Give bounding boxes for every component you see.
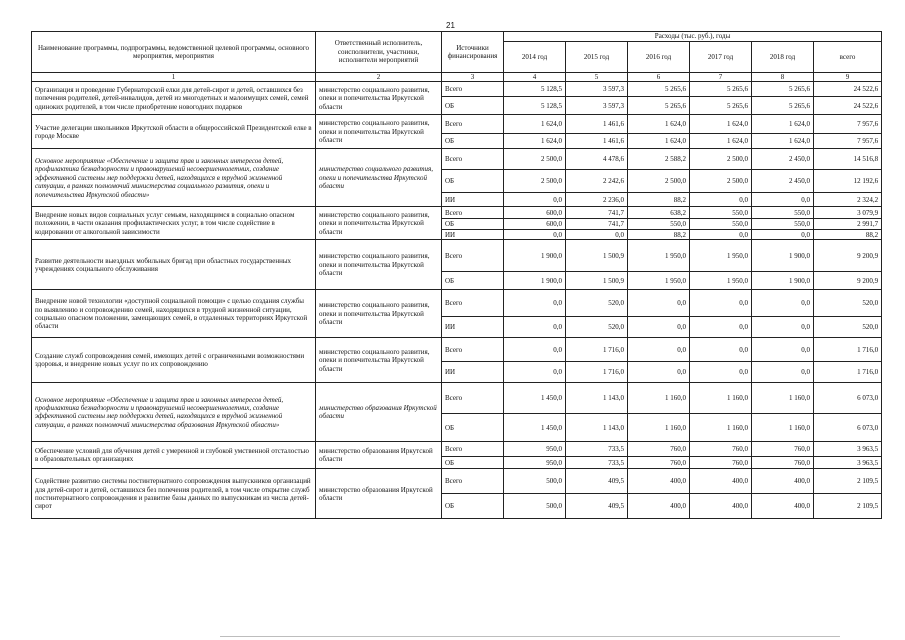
amount-year: 1 160,0 (628, 414, 690, 442)
amount-year: 2 450,0 (752, 170, 814, 193)
responsible-executor: министерство социального развития, опеки и попечительства Иркутской области (316, 290, 442, 338)
amount-year: 1 716,0 (566, 338, 628, 362)
amount-total: 6 073,0 (814, 383, 882, 414)
activity-name: Основное мероприятие «Обеспечение и защита прав и законных интересов детей, профилактика безнадзорности и правонарушений несовершеннолетних, создание эффективной системы мер поддержки детей, находящихся в трудной жизненной ситуации, в рамках полномочий министерства социального развития, опеки и попечительства Иркутской области» (32, 149, 316, 207)
table-row (32, 442, 882, 457)
amount-year: 88,2 (628, 193, 690, 207)
amount-year: 409,5 (566, 494, 628, 519)
amount-year: 5 265,6 (628, 97, 690, 115)
activity-name: Организация и проведение Губернаторской елки для детей-сирот и детей, оставшихся без попечения родителей, детей-инвалидов, детей из многодетных и малоимущих семей, семей одиноких родителей, в том числе приобретение новогодних подарков (32, 82, 316, 115)
responsible-executor: министерство образования Иркутской области (316, 469, 442, 519)
amount-year: 733,5 (566, 442, 628, 457)
activity-name: Создание служб сопровождения семей, имеющих детей с ограниченными возможностями здоровья, и внедрение новых услуг по их сопровождению (32, 338, 316, 383)
funding-source: Всего (442, 82, 504, 97)
amount-year: 638,2 (628, 207, 690, 219)
amount-year: 2 500,0 (504, 149, 566, 170)
amount-year: 0,0 (504, 193, 566, 207)
amount-year: 2 450,0 (752, 149, 814, 170)
column-number: 8 (752, 73, 814, 82)
amount-year: 1 900,0 (504, 240, 566, 272)
funding-source: ИИ (442, 193, 504, 207)
amount-year: 0,0 (628, 290, 690, 317)
amount-year: 1 900,0 (504, 272, 566, 290)
amount-year: 5 265,6 (752, 97, 814, 115)
amount-year: 1 624,0 (504, 134, 566, 149)
amount-year: 2 588,2 (628, 149, 690, 170)
responsible-executor: министерство социального развития, опеки и попечительства Иркутской области (316, 149, 442, 207)
table-row (32, 338, 882, 362)
amount-total: 2 109,5 (814, 494, 882, 519)
responsible-executor: министерство социального развития, опеки и попечительства Иркутской области (316, 207, 442, 240)
amount-year: 1 624,0 (690, 115, 752, 134)
table-row (32, 82, 882, 97)
amount-year: 4 478,6 (566, 149, 628, 170)
amount-year: 1 160,0 (690, 414, 752, 442)
funding-source: ОБ (442, 414, 504, 442)
amount-year: 2 236,0 (566, 193, 628, 207)
header-total: всего (814, 42, 882, 73)
responsible-executor: министерство образования Иркутской области (316, 442, 442, 469)
header-year: 2015 год (566, 42, 628, 73)
amount-total: 7 957,6 (814, 134, 882, 149)
amount-year: 760,0 (752, 457, 814, 469)
activity-name: Внедрение новой технологии «доступной социальной помощи» с целью создания службы по выявлению и сопровождению семей, находящихся в трудной жизненной ситуации, социально опасном положении, замещающих семей, в отдаленных территориях Иркутской области (32, 290, 316, 338)
column-number-row (32, 73, 882, 82)
amount-year: 0,0 (690, 317, 752, 338)
header-year: 2016 год (628, 42, 690, 73)
amount-year: 2 500,0 (628, 170, 690, 193)
amount-year: 5 265,6 (690, 97, 752, 115)
amount-year: 950,0 (504, 457, 566, 469)
amount-year: 5 265,6 (628, 82, 690, 97)
amount-year: 741,7 (566, 219, 628, 230)
amount-year: 600,0 (504, 219, 566, 230)
amount-year: 520,0 (566, 317, 628, 338)
amount-year: 0,0 (752, 317, 814, 338)
amount-year: 1 950,0 (690, 240, 752, 272)
funding-source: Всего (442, 240, 504, 272)
amount-year: 1 624,0 (752, 134, 814, 149)
amount-year: 2 500,0 (690, 170, 752, 193)
amount-total: 6 073,0 (814, 414, 882, 442)
amount-year: 0,0 (752, 338, 814, 362)
amount-year: 400,0 (690, 494, 752, 519)
amount-total: 520,0 (814, 317, 882, 338)
amount-year: 1 160,0 (752, 383, 814, 414)
amount-year: 760,0 (690, 457, 752, 469)
page-bottom-rule (220, 636, 840, 637)
funding-source: Всего (442, 115, 504, 134)
table-row (32, 115, 882, 134)
amount-total: 24 522,6 (814, 97, 882, 115)
amount-year: 5 265,6 (752, 82, 814, 97)
funding-source: Всего (442, 442, 504, 457)
amount-year: 1 143,0 (566, 383, 628, 414)
responsible-executor: министерство социального развития, опеки и попечительства Иркутской области (316, 82, 442, 115)
amount-year: 760,0 (690, 442, 752, 457)
responsible-executor: министерство образования Иркутской области (316, 383, 442, 442)
amount-year: 400,0 (690, 469, 752, 494)
amount-year: 0,0 (628, 362, 690, 383)
amount-year: 550,0 (752, 207, 814, 219)
amount-year: 400,0 (752, 494, 814, 519)
amount-year: 1 160,0 (752, 414, 814, 442)
amount-year: 400,0 (628, 469, 690, 494)
amount-year: 0,0 (504, 317, 566, 338)
amount-year: 0,0 (752, 230, 814, 240)
amount-year: 0,0 (628, 338, 690, 362)
amount-year: 0,0 (690, 230, 752, 240)
funding-source: ИИ (442, 230, 504, 240)
activity-name: Основное мероприятие «Обеспечение и защита прав и законных интересов детей, профилактика безнадзорности и правонарушений несовершеннолетних, создание эффективной системы мер поддержки детей, находящихся в трудной жизненной ситуации, в рамках полномочий министерства образования Иркутской области» (32, 383, 316, 442)
amount-year: 760,0 (752, 442, 814, 457)
activity-name: Развитие деятельности выездных мобильных бригад при областных государственных учреждениях социального обслуживания (32, 240, 316, 290)
header-name: Наименование программы, подпрограммы, ведомственной целевой программы, основного мероприятия, мероприятия (32, 32, 316, 73)
amount-year: 0,0 (690, 362, 752, 383)
amount-year: 0,0 (628, 317, 690, 338)
amount-year: 760,0 (628, 457, 690, 469)
amount-year: 5 128,5 (504, 82, 566, 97)
funding-source: ИИ (442, 362, 504, 383)
amount-year: 2 500,0 (504, 170, 566, 193)
amount-year: 741,7 (566, 207, 628, 219)
amount-year: 1 624,0 (752, 115, 814, 134)
amount-year: 1 500,9 (566, 272, 628, 290)
activity-name: Внедрение новых видов социальных услуг семьям, находящимся в социально опасном положении, в части оказания профилактических услуг, в том числе содействие в кодировании от алкогольной зависимости (32, 207, 316, 240)
amount-year: 3 597,3 (566, 97, 628, 115)
amount-year: 1 900,0 (752, 272, 814, 290)
amount-total: 2 991,7 (814, 219, 882, 230)
column-number: 2 (316, 73, 442, 82)
amount-total: 3 963,5 (814, 457, 882, 469)
amount-year: 400,0 (752, 469, 814, 494)
funding-source: ОБ (442, 219, 504, 230)
funding-source: Всего (442, 290, 504, 317)
page-number: 21 (446, 21, 455, 30)
amount-total: 1 716,0 (814, 338, 882, 362)
amount-year: 0,0 (504, 290, 566, 317)
table-row (32, 290, 882, 317)
amount-year: 88,2 (628, 230, 690, 240)
amount-year: 1 624,0 (690, 134, 752, 149)
funding-source: ОБ (442, 97, 504, 115)
amount-year: 760,0 (628, 442, 690, 457)
amount-year: 550,0 (690, 219, 752, 230)
funding-source: ОБ (442, 494, 504, 519)
amount-year: 2 500,0 (690, 149, 752, 170)
amount-year: 400,0 (628, 494, 690, 519)
amount-year: 3 597,3 (566, 82, 628, 97)
amount-year: 0,0 (566, 230, 628, 240)
amount-year: 0,0 (752, 362, 814, 383)
amount-total: 9 200,9 (814, 240, 882, 272)
funding-source: Всего (442, 469, 504, 494)
amount-total: 2 324,2 (814, 193, 882, 207)
amount-year: 0,0 (690, 193, 752, 207)
amount-year: 550,0 (752, 219, 814, 230)
amount-total: 520,0 (814, 290, 882, 317)
funding-source: ОБ (442, 272, 504, 290)
amount-year: 0,0 (504, 230, 566, 240)
amount-year: 1 143,0 (566, 414, 628, 442)
amount-year: 0,0 (504, 362, 566, 383)
amount-year: 0,0 (504, 338, 566, 362)
amount-year: 0,0 (752, 193, 814, 207)
table-row (32, 240, 882, 272)
budget-table (31, 31, 882, 519)
column-number: 5 (566, 73, 628, 82)
amount-year: 2 242,6 (566, 170, 628, 193)
amount-total: 7 957,6 (814, 115, 882, 134)
amount-year: 550,0 (628, 219, 690, 230)
amount-year: 5 265,6 (690, 82, 752, 97)
header-source: Источники финансирования (442, 32, 504, 73)
amount-year: 1 500,9 (566, 240, 628, 272)
amount-year: 0,0 (690, 338, 752, 362)
amount-year: 1 160,0 (628, 383, 690, 414)
responsible-executor: министерство социального развития, опеки и попечительства Иркутской области (316, 338, 442, 383)
funding-source: ОБ (442, 170, 504, 193)
header-executor: Ответственный исполнитель, соисполнители, участники, исполнители мероприятий (316, 32, 442, 73)
funding-source: ИИ (442, 317, 504, 338)
amount-year: 1 716,0 (566, 362, 628, 383)
column-number: 7 (690, 73, 752, 82)
table-row-main-activity (32, 383, 882, 414)
amount-year: 1 624,0 (628, 115, 690, 134)
table-body (32, 82, 882, 519)
funding-source: ОБ (442, 134, 504, 149)
amount-total: 2 109,5 (814, 469, 882, 494)
funding-source: Всего (442, 383, 504, 414)
amount-year: 1 950,0 (628, 272, 690, 290)
column-number: 4 (504, 73, 566, 82)
amount-year: 1 461,6 (566, 134, 628, 149)
responsible-executor: министерство социального развития, опеки и попечительства Иркутской области (316, 240, 442, 290)
amount-year: 5 128,5 (504, 97, 566, 115)
funding-source: Всего (442, 338, 504, 362)
table-row (32, 469, 882, 494)
amount-year: 950,0 (504, 442, 566, 457)
amount-year: 1 160,0 (690, 383, 752, 414)
table-row (32, 207, 882, 219)
amount-total: 3 963,5 (814, 442, 882, 457)
header-expenses: Расходы (тыс. руб.), годы (504, 32, 882, 42)
funding-source: ОБ (442, 457, 504, 469)
amount-year: 1 450,0 (504, 383, 566, 414)
column-number: 9 (814, 73, 882, 82)
amount-year: 1 461,6 (566, 115, 628, 134)
amount-year: 1 624,0 (504, 115, 566, 134)
funding-source: Всего (442, 207, 504, 219)
amount-total: 3 079,9 (814, 207, 882, 219)
column-number: 3 (442, 73, 504, 82)
amount-year: 1 950,0 (628, 240, 690, 272)
amount-year: 500,0 (504, 469, 566, 494)
amount-total: 24 522,6 (814, 82, 882, 97)
header-year: 2017 год (690, 42, 752, 73)
activity-name: Обеспечение условий для обучения детей с умеренной и глубокой умственной отсталостью в образовательных организациях (32, 442, 316, 469)
amount-total: 88,2 (814, 230, 882, 240)
activity-name: Участие делегации школьников Иркутской области в общероссийской Президентской елке в городе Москве (32, 115, 316, 149)
amount-year: 1 450,0 (504, 414, 566, 442)
funding-source: Всего (442, 149, 504, 170)
amount-total: 14 516,8 (814, 149, 882, 170)
amount-year: 733,5 (566, 457, 628, 469)
amount-year: 1 900,0 (752, 240, 814, 272)
amount-year: 600,0 (504, 207, 566, 219)
amount-year: 0,0 (752, 290, 814, 317)
activity-name: Содействие развитию системы постинтернатного сопровождения выпускников организаций для детей-сирот и детей, оставшихся без попечения родителей, в том числе открытие служб постинтернатного сопровождения и развитие базы данных по выпускникам из числа детей-сирот (32, 469, 316, 519)
table-row-main-activity (32, 149, 882, 170)
amount-year: 1 950,0 (690, 272, 752, 290)
amount-year: 520,0 (566, 290, 628, 317)
column-number: 6 (628, 73, 690, 82)
responsible-executor: министерство социального развития, опеки и попечительства Иркутской области (316, 115, 442, 149)
column-number: 1 (32, 73, 316, 82)
amount-year: 550,0 (690, 207, 752, 219)
amount-total: 1 716,0 (814, 362, 882, 383)
amount-total: 9 200,9 (814, 272, 882, 290)
amount-total: 12 192,6 (814, 170, 882, 193)
amount-year: 409,5 (566, 469, 628, 494)
amount-year: 1 624,0 (628, 134, 690, 149)
header-row-top (32, 32, 882, 42)
amount-year: 0,0 (690, 290, 752, 317)
header-year: 2014 год (504, 42, 566, 73)
header-year: 2018 год (752, 42, 814, 73)
amount-year: 500,0 (504, 494, 566, 519)
